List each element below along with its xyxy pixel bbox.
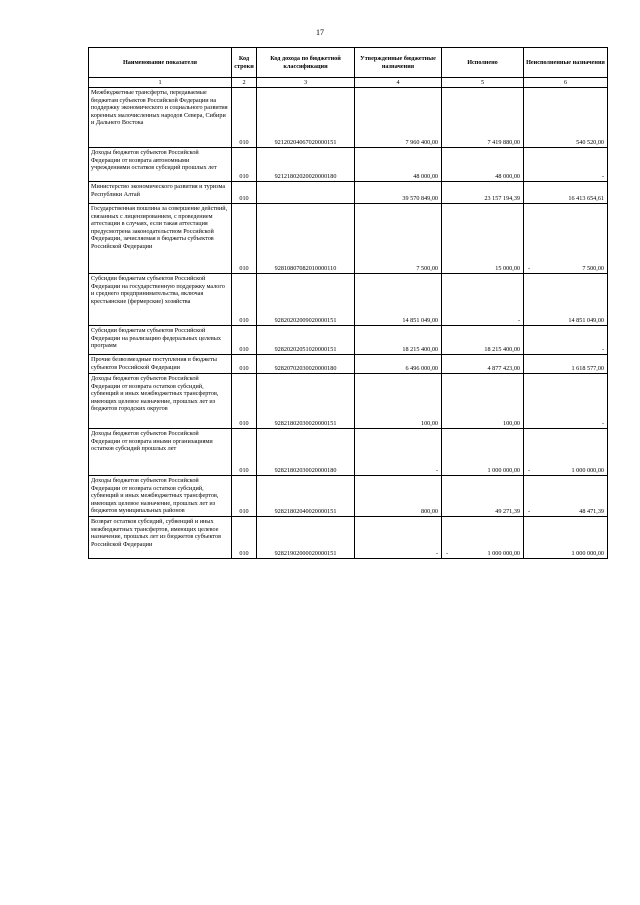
column-number: 2 xyxy=(232,78,257,88)
executed-cell xyxy=(442,182,524,204)
unexecuted-amount: 1 618 577,00 xyxy=(571,365,604,373)
executed-amount: 18 215 400,00 xyxy=(484,346,520,354)
unexecuted-amount: 14 851 049,00 xyxy=(568,317,604,325)
table-row xyxy=(89,182,608,204)
executed-amount: 1 000 000,00 xyxy=(487,550,520,558)
kbk-code: 92810807082010000110 xyxy=(257,204,355,274)
unexecuted-cell xyxy=(524,182,608,204)
unexecuted-cell xyxy=(524,429,608,476)
column-number: 5 xyxy=(442,78,524,88)
column-number: 1 xyxy=(89,78,232,88)
indicator-name: Доходы бюджетов субъектов Российской Федерации от возврата автономными учреждениями остатков субсидий прошлых лет xyxy=(89,148,232,182)
header-kbk: Код дохода по бюджетной классификации xyxy=(257,48,355,78)
table-row xyxy=(89,274,608,326)
table-row xyxy=(89,355,608,374)
unexecuted-amount: 1 000 000,00 xyxy=(571,550,604,558)
column-number: 3 xyxy=(257,78,355,88)
row-code: 010 xyxy=(232,476,257,517)
executed-amount: 1 000 000,00 xyxy=(487,467,520,475)
unexecuted-cell xyxy=(524,355,608,374)
executed-amount: 7 419 880,00 xyxy=(487,139,520,147)
header-executed: Исполнено xyxy=(442,48,524,78)
table-row xyxy=(89,88,608,148)
unexecuted-amount: 16 413 654,61 xyxy=(568,195,604,203)
page-number: 17 xyxy=(316,28,324,37)
approved-amount: 48 000,00 xyxy=(355,148,442,182)
approved-amount: 7 960 400,00 xyxy=(355,88,442,148)
executed-amount: 48 000,00 xyxy=(495,173,520,181)
approved-amount: 39 570 849,00 xyxy=(355,182,442,204)
indicator-name: Субсидии бюджетам субъектов Российской Федерации на государственную поддержку малого и среднего предпринимательства, включая крестьянские (фермерские) хозяйства xyxy=(89,274,232,326)
unexecuted-amount: - xyxy=(601,173,604,181)
kbk-code: 92821802040020000151 xyxy=(257,476,355,517)
unexecuted-sign: - xyxy=(528,265,531,273)
kbk-code: 92820202051020000151 xyxy=(257,326,355,355)
indicator-name: Межбюджетные трансферты, передаваемые бюджетам субъектов Российской Федерации на поддержку экономического и социального развития коренных малочисленных народов Севера, Сибири и Дальнего Востока xyxy=(89,88,232,148)
indicator-name: Доходы бюджетов субъектов Российской Федерации от возврата остатков субсидий, субвенций и иных межбюджетных трансфертов, имеющих целевое назначение, прошлых лет из бюджетов муниципальных районов xyxy=(89,476,232,517)
unexecuted-amount: - xyxy=(601,420,604,428)
header-row-code: Код строки xyxy=(232,48,257,78)
kbk-code: 92821802030020000180 xyxy=(257,429,355,476)
approved-amount: 7 500,00 xyxy=(355,204,442,274)
table-row xyxy=(89,476,608,517)
revenue-table xyxy=(88,47,608,559)
executed-sign: - xyxy=(446,550,449,558)
kbk-code: 92821902000020000151 xyxy=(257,517,355,559)
row-code: 010 xyxy=(232,88,257,148)
row-code: 010 xyxy=(232,204,257,274)
column-number: 4 xyxy=(355,78,442,88)
executed-amount: 23 157 194,39 xyxy=(484,195,520,203)
approved-amount: - xyxy=(355,517,442,559)
table-row xyxy=(89,429,608,476)
kbk-code: 92820202009020000151 xyxy=(257,274,355,326)
table-body xyxy=(89,88,608,559)
row-code: 010 xyxy=(232,374,257,429)
executed-cell xyxy=(442,476,524,517)
approved-amount: 18 215 400,00 xyxy=(355,326,442,355)
column-number-row xyxy=(89,78,608,88)
indicator-name: Возврат остатков субсидий, субвенций и иных межбюджетных трансфертов, имеющих целевое назначение, прошлых лет из бюджетов субъектов Российской Федерации xyxy=(89,517,232,559)
executed-cell xyxy=(442,517,524,559)
header-unexecuted: Неисполненные назначения xyxy=(524,48,608,78)
kbk-code xyxy=(257,182,355,204)
table-row xyxy=(89,326,608,355)
row-code: 010 xyxy=(232,182,257,204)
unexecuted-cell xyxy=(524,274,608,326)
table-row xyxy=(89,204,608,274)
indicator-name: Государственная пошлина за совершение действий, связанных с лицензированием, с проведением аттестации в случаях, если такая аттестация предусмотрена законодательством Российской Федерации, зачисляемая в бюджеты субъектов Российской Федерации xyxy=(89,204,232,274)
header-row xyxy=(89,48,608,78)
table-row xyxy=(89,374,608,429)
unexecuted-sign: - xyxy=(528,508,531,516)
kbk-code: 92821802030020000151 xyxy=(257,374,355,429)
unexecuted-cell xyxy=(524,88,608,148)
unexecuted-amount: 48 471,39 xyxy=(579,508,604,516)
approved-amount: - xyxy=(355,429,442,476)
row-code: 010 xyxy=(232,148,257,182)
row-code: 010 xyxy=(232,517,257,559)
executed-amount: 15 000,00 xyxy=(495,265,520,273)
approved-amount: 100,00 xyxy=(355,374,442,429)
indicator-name: Прочие безвозмездные поступления в бюджеты субъектов Российской Федерации xyxy=(89,355,232,374)
row-code: 010 xyxy=(232,274,257,326)
unexecuted-cell xyxy=(524,476,608,517)
table-row xyxy=(89,148,608,182)
row-code: 010 xyxy=(232,429,257,476)
unexecuted-cell xyxy=(524,204,608,274)
approved-amount: 6 496 000,00 xyxy=(355,355,442,374)
kbk-code: 92120204067020000151 xyxy=(257,88,355,148)
unexecuted-cell xyxy=(524,148,608,182)
executed-cell xyxy=(442,374,524,429)
unexecuted-cell xyxy=(524,517,608,559)
executed-cell xyxy=(442,326,524,355)
executed-cell xyxy=(442,204,524,274)
header-name: Наименование показателя xyxy=(89,48,232,78)
executed-cell xyxy=(442,274,524,326)
executed-cell xyxy=(442,88,524,148)
approved-amount: 800,00 xyxy=(355,476,442,517)
column-number: 6 xyxy=(524,78,608,88)
unexecuted-amount: 540 520,00 xyxy=(576,139,604,147)
unexecuted-cell xyxy=(524,374,608,429)
unexecuted-amount: 1 000 000,00 xyxy=(571,467,604,475)
table-row xyxy=(89,517,608,559)
kbk-code: 92820702030020000180 xyxy=(257,355,355,374)
indicator-name: Доходы бюджетов субъектов Российской Федерации от возврата остатков субсидий, субвенций и иных межбюджетных трансфертов, имеющих целевое назначение, прошлых лет из бюджетов городских округов xyxy=(89,374,232,429)
indicator-name: Субсидии бюджетам субъектов Российской Федерации на реализацию федеральных целевых программ xyxy=(89,326,232,355)
unexecuted-sign: - xyxy=(528,467,531,475)
unexecuted-amount: 7 500,00 xyxy=(582,265,604,273)
row-code: 010 xyxy=(232,326,257,355)
unexecuted-cell xyxy=(524,326,608,355)
executed-amount: 4 877 423,00 xyxy=(487,365,520,373)
kbk-code: 92121802020020000180 xyxy=(257,148,355,182)
executed-cell xyxy=(442,429,524,476)
approved-amount: 14 851 049,00 xyxy=(355,274,442,326)
executed-amount: 100,00 xyxy=(502,420,520,428)
indicator-name: Доходы бюджетов субъектов Российской Федерации от возврата иными организациями остатков субсидий прошлых лет xyxy=(89,429,232,476)
row-code: 010 xyxy=(232,355,257,374)
executed-cell xyxy=(442,355,524,374)
indicator-name: Министерство экономического развития и туризма Республики Алтай xyxy=(89,182,232,204)
header-approved: Утвержденные бюджетные назначения xyxy=(355,48,442,78)
executed-amount: 49 271,39 xyxy=(495,508,520,516)
executed-cell xyxy=(442,148,524,182)
unexecuted-amount: - xyxy=(601,346,604,354)
executed-amount: - xyxy=(517,317,520,325)
